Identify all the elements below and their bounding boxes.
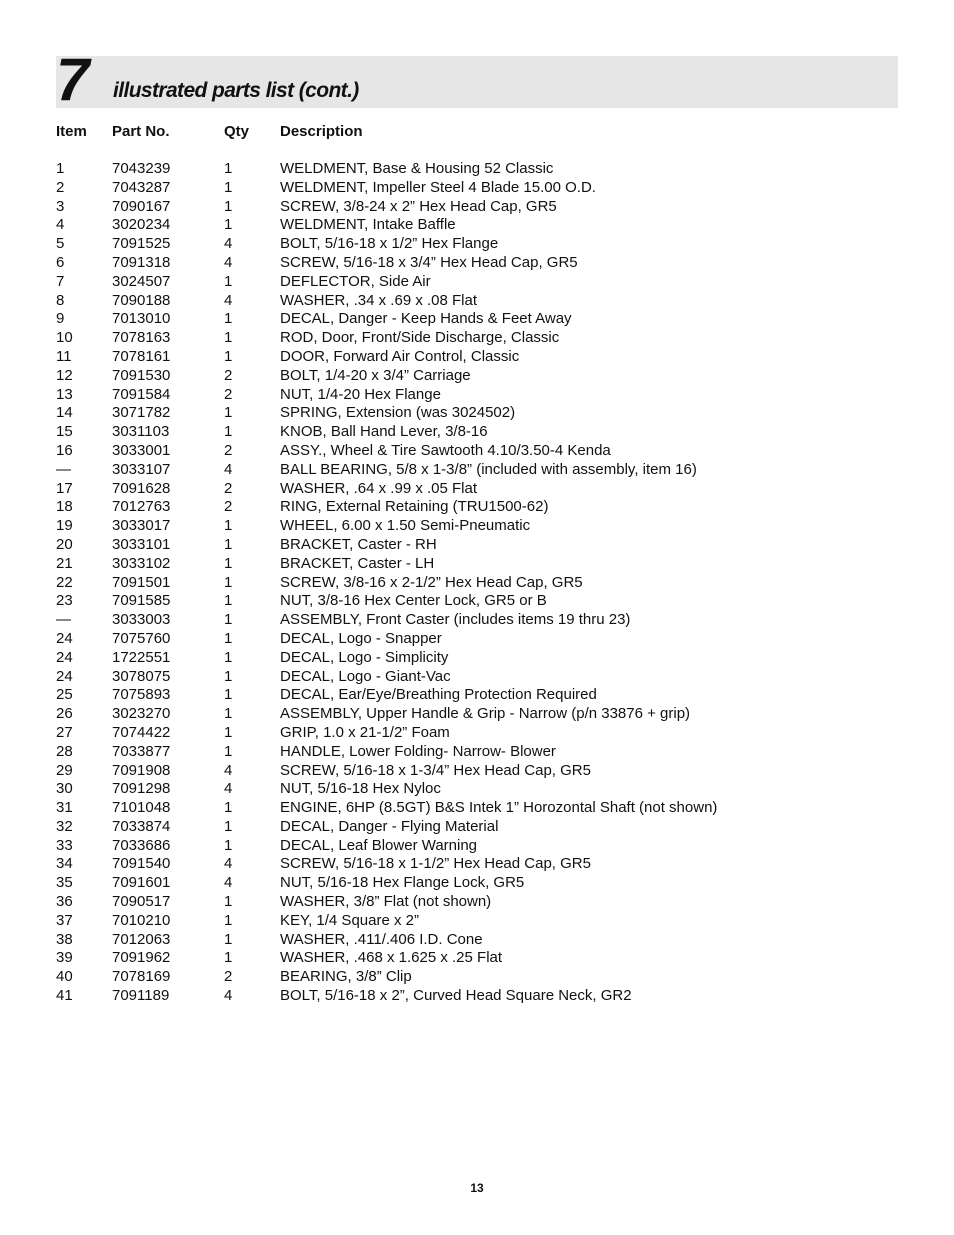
part-item-number: 1 [56, 160, 65, 177]
part-item-number: 13 [56, 385, 73, 403]
part-item-number: 4 [56, 216, 65, 234]
part-number: 3023270 [112, 705, 171, 723]
part-number: 7090188 [112, 291, 171, 309]
part-quantity: 4 [224, 780, 233, 798]
part-number: 7091189 [112, 987, 170, 1005]
part-description: NUT, 3/8-16 Hex Center Lock, GR5 or B [280, 592, 547, 610]
part-number: 7074422 [112, 723, 171, 741]
part-description: GRIP, 1.0 x 21-1/2” Foam [280, 723, 450, 741]
parts-row [56, 386, 898, 405]
part-description: ASSY., Wheel & Tire Sawtooth 4.10/3.50-4 Kenda [280, 441, 611, 459]
part-number: 3033003 [112, 611, 171, 629]
part-number: 3033101 [112, 535, 171, 553]
part-quantity: 1 [224, 611, 233, 629]
part-item-number: 14 [56, 404, 73, 422]
part-quantity: 1 [224, 799, 233, 817]
part-item-number: 33 [56, 836, 73, 854]
part-description: WASHER, .64 x .99 x .05 Flat [280, 479, 478, 497]
part-item-number: 38 [56, 930, 73, 948]
part-number: 1722551 [112, 648, 171, 666]
part-quantity: 2 [224, 479, 233, 497]
part-quantity: 1 [224, 930, 233, 948]
parts-row [56, 198, 898, 217]
parts-list [56, 160, 898, 1006]
parts-row [56, 235, 898, 254]
part-item-number: 9 [56, 310, 65, 328]
part-item-number: 11 [56, 347, 72, 365]
part-description: SCREW, 5/16-18 x 1-3/4” Hex Head Cap, GR5 [280, 761, 591, 779]
part-item-number: 24 [56, 648, 73, 666]
part-number: 7043239 [112, 160, 171, 177]
part-quantity: 1 [224, 423, 233, 441]
part-description: DECAL, Danger - Keep Hands & Feet Away [280, 310, 572, 328]
part-quantity: 1 [224, 178, 233, 196]
parts-row [56, 780, 898, 799]
part-number: 7075893 [112, 686, 171, 704]
part-item-number: 22 [56, 573, 73, 591]
part-item-number: — [56, 611, 71, 629]
part-description: HANDLE, Lower Folding- Narrow- Blower [280, 742, 556, 760]
part-number: 7091501 [112, 573, 171, 591]
part-item-number: 37 [56, 911, 73, 929]
parts-row [56, 160, 898, 179]
part-number: 7091962 [112, 949, 171, 967]
part-item-number: 29 [56, 761, 73, 779]
parts-row [56, 367, 898, 386]
parts-row [56, 931, 898, 950]
part-item-number: 39 [56, 949, 73, 967]
part-description: WASHER, .34 x .69 x .08 Flat [280, 291, 478, 309]
parts-row [56, 686, 898, 705]
parts-row [56, 498, 898, 517]
part-quantity: 1 [224, 573, 233, 591]
part-quantity: 1 [224, 517, 233, 535]
part-item-number: 10 [56, 329, 73, 347]
part-quantity: 4 [224, 291, 233, 309]
part-description: SCREW, 3/8-24 x 2” Hex Head Cap, GR5 [280, 197, 557, 215]
part-description: KEY, 1/4 Square x 2” [280, 911, 419, 929]
parts-row [56, 592, 898, 611]
parts-row [56, 949, 898, 968]
part-number: 7012763 [112, 498, 171, 516]
part-item-number: 28 [56, 742, 73, 760]
part-quantity: 2 [224, 366, 233, 384]
part-quantity: 4 [224, 253, 233, 271]
part-description: BOLT, 5/16-18 x 2”, Curved Head Square Neck, GR2 [280, 987, 632, 1005]
part-quantity: 1 [224, 592, 233, 610]
part-number: 7090167 [112, 197, 171, 215]
page-number: 13 [470, 1181, 484, 1195]
column-header-part-no: Part No. [112, 123, 170, 140]
part-description: WELDMENT, Impeller Steel 4 Blade 15.00 O.D. [280, 178, 596, 196]
part-item-number: 17 [56, 479, 73, 497]
part-item-number: — [56, 460, 71, 478]
part-number: 7091298 [112, 780, 171, 798]
part-quantity: 4 [224, 460, 233, 478]
parts-row [56, 574, 898, 593]
part-description: WASHER, .468 x 1.625 x .25 Flat [280, 949, 503, 967]
column-header-description: Description [280, 123, 363, 140]
part-number: 7091530 [112, 366, 171, 384]
part-description: SCREW, 5/16-18 x 1-1/2” Hex Head Cap, GR5 [280, 855, 591, 873]
part-description: SCREW, 3/8-16 x 2-1/2” Hex Head Cap, GR5 [280, 573, 583, 591]
part-number: 3078075 [112, 667, 171, 685]
parts-row [56, 611, 898, 630]
part-quantity: 1 [224, 893, 233, 911]
parts-row [56, 968, 898, 987]
part-description: DECAL, Ear/Eye/Breathing Protection Required [280, 686, 597, 704]
part-description: ENGINE, 6HP (8.5GT) B&S Intek 1” Horozontal Shaft (not shown) [280, 799, 718, 817]
part-description: ASSEMBLY, Front Caster (includes items 19 thru 23) [280, 611, 631, 629]
parts-row [56, 480, 898, 499]
part-number: 7033877 [112, 742, 171, 760]
parts-row [56, 668, 898, 687]
part-description: ROD, Door, Front/Side Discharge, Classic [280, 329, 560, 347]
part-number: 3020234 [112, 216, 171, 234]
part-quantity: 4 [224, 874, 233, 892]
parts-row [56, 536, 898, 555]
parts-row [56, 273, 898, 292]
part-number: 7091584 [112, 385, 171, 403]
parts-row [56, 987, 898, 1006]
parts-row [56, 874, 898, 893]
part-number: 3031103 [112, 423, 170, 441]
parts-row [56, 893, 898, 912]
part-quantity: 1 [224, 404, 233, 422]
parts-row [56, 649, 898, 668]
part-number: 7091628 [112, 479, 171, 497]
section-number: 7 [56, 46, 88, 113]
part-description: RING, External Retaining (TRU1500-62) [280, 498, 549, 516]
part-description: NUT, 5/16-18 Hex Flange Lock, GR5 [280, 874, 525, 892]
part-description: DECAL, Leaf Blower Warning [280, 836, 478, 854]
parts-row [56, 837, 898, 856]
part-item-number: 23 [56, 592, 73, 610]
part-item-number: 8 [56, 291, 65, 309]
part-description: ASSEMBLY, Upper Handle & Grip - Narrow (p/n 33876 + grip) [280, 705, 691, 723]
part-item-number: 24 [56, 629, 73, 647]
part-item-number: 2 [56, 178, 65, 196]
parts-row [56, 555, 898, 574]
part-description: BEARING, 3/8” Clip [280, 968, 412, 986]
parts-row [56, 762, 898, 781]
part-number: 7091318 [112, 253, 171, 271]
part-number: 7078161 [112, 347, 171, 365]
section-title: illustrated parts list (cont.) [113, 79, 359, 102]
part-description: DECAL, Danger - Flying Material [280, 817, 499, 835]
part-quantity: 1 [224, 836, 233, 854]
part-item-number: 21 [56, 554, 73, 572]
part-quantity: 1 [224, 329, 233, 347]
part-number: 3024507 [112, 272, 171, 290]
part-description: NUT, 5/16-18 Hex Nyloc [280, 780, 441, 798]
part-number: 7091540 [112, 855, 171, 873]
part-number: 3033017 [112, 517, 171, 535]
part-quantity: 1 [224, 667, 233, 685]
part-quantity: 2 [224, 441, 233, 459]
part-quantity: 1 [224, 705, 233, 723]
part-item-number: 32 [56, 817, 73, 835]
part-item-number: 30 [56, 780, 73, 798]
part-description: WHEEL, 6.00 x 1.50 Semi-Pneumatic [280, 517, 531, 535]
part-item-number: 24 [56, 667, 73, 685]
part-description: DECAL, Logo - Simplicity [280, 648, 449, 666]
part-item-number: 3 [56, 197, 65, 215]
part-description: DEFLECTOR, Side Air [280, 272, 431, 290]
part-item-number: 26 [56, 705, 73, 723]
part-description: DECAL, Logo - Giant-Vac [280, 667, 451, 685]
part-quantity: 1 [224, 686, 233, 704]
part-description: NUT, 1/4-20 Hex Flange [280, 385, 441, 403]
part-item-number: 41 [56, 987, 73, 1005]
part-item-number: 7 [56, 272, 65, 290]
part-number: 7091908 [112, 761, 171, 779]
part-quantity: 4 [224, 235, 233, 253]
parts-row [56, 292, 898, 311]
part-description: WELDMENT, Base & Housing 52 Classic [280, 160, 554, 177]
part-description: BRACKET, Caster - LH [280, 554, 435, 572]
parts-row [56, 404, 898, 423]
part-quantity: 1 [224, 535, 233, 553]
part-number: 7090517 [112, 893, 171, 911]
parts-row [56, 818, 898, 837]
part-number: 3033001 [112, 441, 171, 459]
part-quantity: 1 [224, 817, 233, 835]
part-quantity: 1 [224, 629, 233, 647]
part-item-number: 18 [56, 498, 73, 516]
parts-row [56, 348, 898, 367]
part-quantity: 2 [224, 968, 233, 986]
part-number: 7101048 [112, 799, 171, 817]
part-description: SPRING, Extension (was 3024502) [280, 404, 516, 422]
part-item-number: 6 [56, 253, 65, 271]
part-item-number: 31 [56, 799, 73, 817]
part-quantity: 1 [224, 911, 233, 929]
part-description: BOLT, 1/4-20 x 3/4” Carriage [280, 366, 471, 384]
part-number: 7010210 [112, 911, 171, 929]
part-quantity: 4 [224, 761, 233, 779]
part-number: 7033686 [112, 836, 171, 854]
part-description: KNOB, Ball Hand Lever, 3/8-16 [280, 423, 488, 441]
parts-row [56, 179, 898, 198]
part-number: 7078163 [112, 329, 171, 347]
part-quantity: 2 [224, 385, 233, 403]
part-number: 7012063 [112, 930, 171, 948]
part-quantity: 1 [224, 272, 233, 290]
parts-row [56, 912, 898, 931]
part-quantity: 1 [224, 160, 233, 177]
part-number: 7075760 [112, 629, 171, 647]
part-description: WASHER, .411/.406 I.D. Cone [280, 930, 483, 948]
part-number: 3033102 [112, 554, 171, 572]
part-number: 7033874 [112, 817, 171, 835]
part-quantity: 2 [224, 498, 233, 516]
part-number: 7078169 [112, 968, 171, 986]
part-item-number: 5 [56, 235, 65, 253]
part-description: BALL BEARING, 5/8 x 1-3/8” (included with assembly, item 16) [280, 460, 697, 478]
part-item-number: 34 [56, 855, 73, 873]
part-description: WELDMENT, Intake Baffle [280, 216, 456, 234]
part-quantity: 1 [224, 949, 233, 967]
part-quantity: 1 [224, 723, 233, 741]
part-number: 3071782 [112, 404, 171, 422]
parts-row [56, 310, 898, 329]
parts-row [56, 423, 898, 442]
parts-row [56, 254, 898, 273]
parts-row [56, 724, 898, 743]
parts-row [56, 442, 898, 461]
column-header-item: Item [56, 123, 87, 140]
parts-row [56, 743, 898, 762]
part-description: BRACKET, Caster - RH [280, 535, 437, 553]
part-item-number: 36 [56, 893, 73, 911]
part-item-number: 19 [56, 517, 73, 535]
parts-row [56, 329, 898, 348]
part-item-number: 16 [56, 441, 73, 459]
part-description: SCREW, 5/16-18 x 3/4” Hex Head Cap, GR5 [280, 253, 578, 271]
part-item-number: 27 [56, 723, 73, 741]
part-item-number: 12 [56, 366, 73, 384]
part-description: BOLT, 5/16-18 x 1/2” Hex Flange [280, 235, 499, 253]
part-quantity: 1 [224, 197, 233, 215]
parts-row [56, 517, 898, 536]
part-quantity: 1 [224, 347, 233, 365]
part-item-number: 15 [56, 423, 73, 441]
part-quantity: 1 [224, 310, 233, 328]
parts-row [56, 799, 898, 818]
parts-row [56, 461, 898, 480]
part-quantity: 1 [224, 648, 233, 666]
part-number: 7091585 [112, 592, 171, 610]
part-number: 7043287 [112, 178, 171, 196]
part-quantity: 1 [224, 216, 233, 234]
part-number: 7091601 [112, 874, 171, 892]
part-description: DOOR, Forward Air Control, Classic [280, 347, 520, 365]
part-quantity: 1 [224, 742, 233, 760]
part-number: 7013010 [112, 310, 171, 328]
parts-row [56, 705, 898, 724]
part-item-number: 25 [56, 686, 73, 704]
part-item-number: 20 [56, 535, 73, 553]
part-item-number: 35 [56, 874, 73, 892]
part-description: WASHER, 3/8” Flat (not shown) [280, 893, 492, 911]
parts-row [56, 216, 898, 235]
part-quantity: 4 [224, 855, 233, 873]
parts-row [56, 855, 898, 874]
part-number: 7091525 [112, 235, 171, 253]
part-quantity: 1 [224, 554, 233, 572]
parts-row [56, 630, 898, 649]
part-item-number: 40 [56, 968, 73, 986]
column-header-qty: Qty [224, 123, 250, 140]
part-number: 3033107 [112, 460, 171, 478]
part-description: DECAL, Logo - Snapper [280, 629, 442, 647]
part-quantity: 4 [224, 987, 233, 1005]
